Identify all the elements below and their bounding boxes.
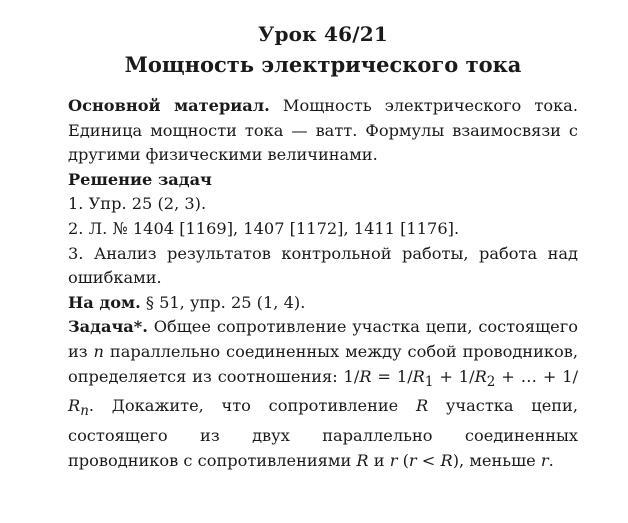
lesson-number: Урок 46/21: [258, 22, 388, 46]
variable-R: R: [440, 450, 453, 470]
formula-text: + 1/: [433, 366, 475, 386]
task-text: и: [368, 450, 390, 470]
problem-item-3: 3. Анализ результатов контрольной работы, работа над ошибками.: [68, 243, 578, 288]
subscript: n: [80, 403, 89, 420]
problems-heading: Решение задач: [68, 169, 212, 189]
task-text: участка цепи, состоящего из двух параллельно соединенных проводников с сопротивлениями: [68, 396, 578, 470]
task-text: Общее сопротивление участка цепи, состоящего из: [68, 317, 578, 361]
problem-item-1: 1. Упр. 25 (2, 3).: [68, 194, 207, 214]
homework-line: [68, 291, 578, 316]
main-material-paragraph: [68, 94, 578, 168]
formula-text: = 1/: [371, 366, 413, 386]
task-text: ), меньше: [452, 450, 541, 470]
task-text: <: [416, 450, 441, 470]
variable-R: R: [68, 396, 81, 416]
variable-R: R: [412, 366, 425, 386]
variable-R: R: [356, 450, 369, 470]
task-label: Задача*.: [68, 317, 148, 337]
variable-R: R: [359, 366, 372, 386]
main-material-text: Мощность электрического тока. Единица мощности тока — ватт. Формулы взаимосвязи с другими физическими величинами.: [68, 96, 578, 165]
variable-R: R: [474, 366, 487, 386]
variable-r: r: [540, 450, 549, 470]
formula-text: + … + 1/: [495, 366, 579, 386]
task-text: .: [548, 450, 554, 470]
subscript: 1: [424, 373, 434, 390]
variable-r: r: [389, 450, 398, 470]
task-text: . Докажите, что сопротивление: [88, 396, 416, 416]
variable-R: R: [415, 396, 429, 416]
variable-n: n: [93, 341, 104, 361]
homework-text: § 51, упр. 25 (1, 4).: [140, 292, 306, 312]
subscript: 2: [486, 373, 496, 390]
lesson-title: Мощность электрического тока: [124, 52, 522, 77]
task-text: (: [397, 450, 409, 470]
lesson-page: [68, 22, 578, 473]
task-paragraph: [68, 315, 578, 473]
homework-label: На дом.: [68, 292, 141, 312]
main-material-label: Основной материал.: [68, 96, 270, 115]
problem-item-2: 2. Л. № 1404 [1169], 1407 [1172], 1411 [1176].: [68, 218, 460, 238]
variable-r: r: [408, 450, 417, 470]
task-text: параллельно соединенных между собой проводников, определяется из соотношения: 1/: [68, 341, 578, 386]
